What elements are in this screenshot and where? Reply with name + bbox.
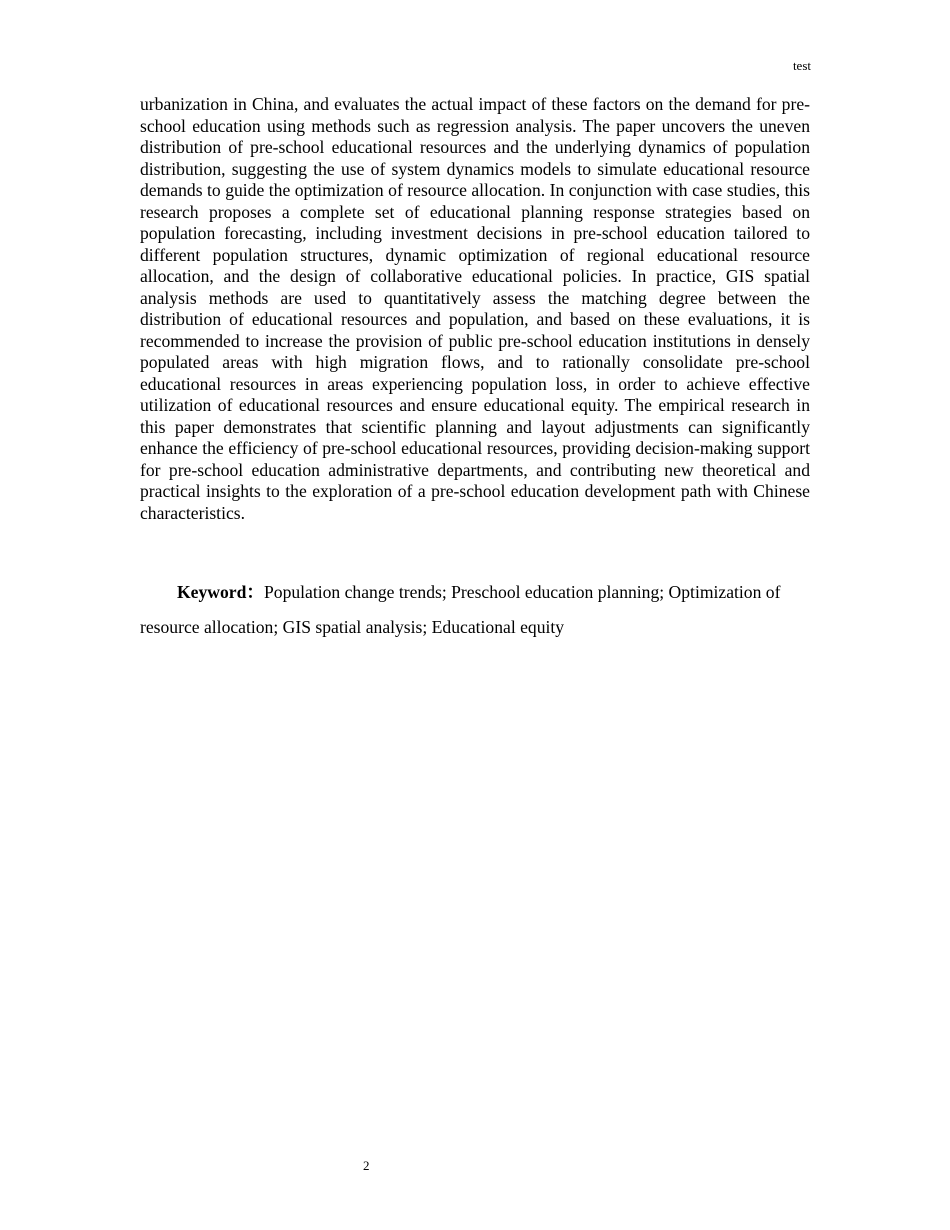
keywords-paragraph <box>140 575 810 645</box>
page-header: test <box>792 58 811 73</box>
keywords-text: Population change trends; Preschool education planning; Optimization of resource allocation; GIS spatial analysis; Educational equity <box>140 582 781 637</box>
keywords-label: Keyword： <box>177 582 264 602</box>
abstract-paragraph: urbanization in China, and evaluates the actual impact of these factors on the demand for pre-school education using methods such as regression analysis. The paper uncovers the uneven distribution of pre-school educational resources and the underlying dynamics of population distribution, suggesting the use of system dynamics models to simulate educational resource demands to guide the optimization of resource allocation. In conjunction with case studies, this research proposes a complete set of educational planning response strategies based on population forecasting, including investment decisions in pre-school education tailored to different population structures, dynamic optimization of regional educational resource allocation, and the design of collaborative educational policies. In practice, GIS spatial analysis methods are used to quantitatively assess the matching degree between the distribution of educational resources and population, and based on these evaluations, it is recommended to increase the provision of public pre-school education institutions in densely populated areas with high migration flows, and to rationally consolidate pre-school educational resources in areas experiencing population loss, in order to achieve effective utilization of educational resources and ensure educational equity. The empirical research in this paper demonstrates that scientific planning and layout adjustments can significantly enhance the efficiency of pre-school educational resources, providing decision-making support for pre-school education administrative departments, and contributing new theoretical and practical insights to the exploration of a pre-school education development path with Chinese characteristics. <box>140 94 810 523</box>
page-number: 2 <box>363 1158 370 1173</box>
